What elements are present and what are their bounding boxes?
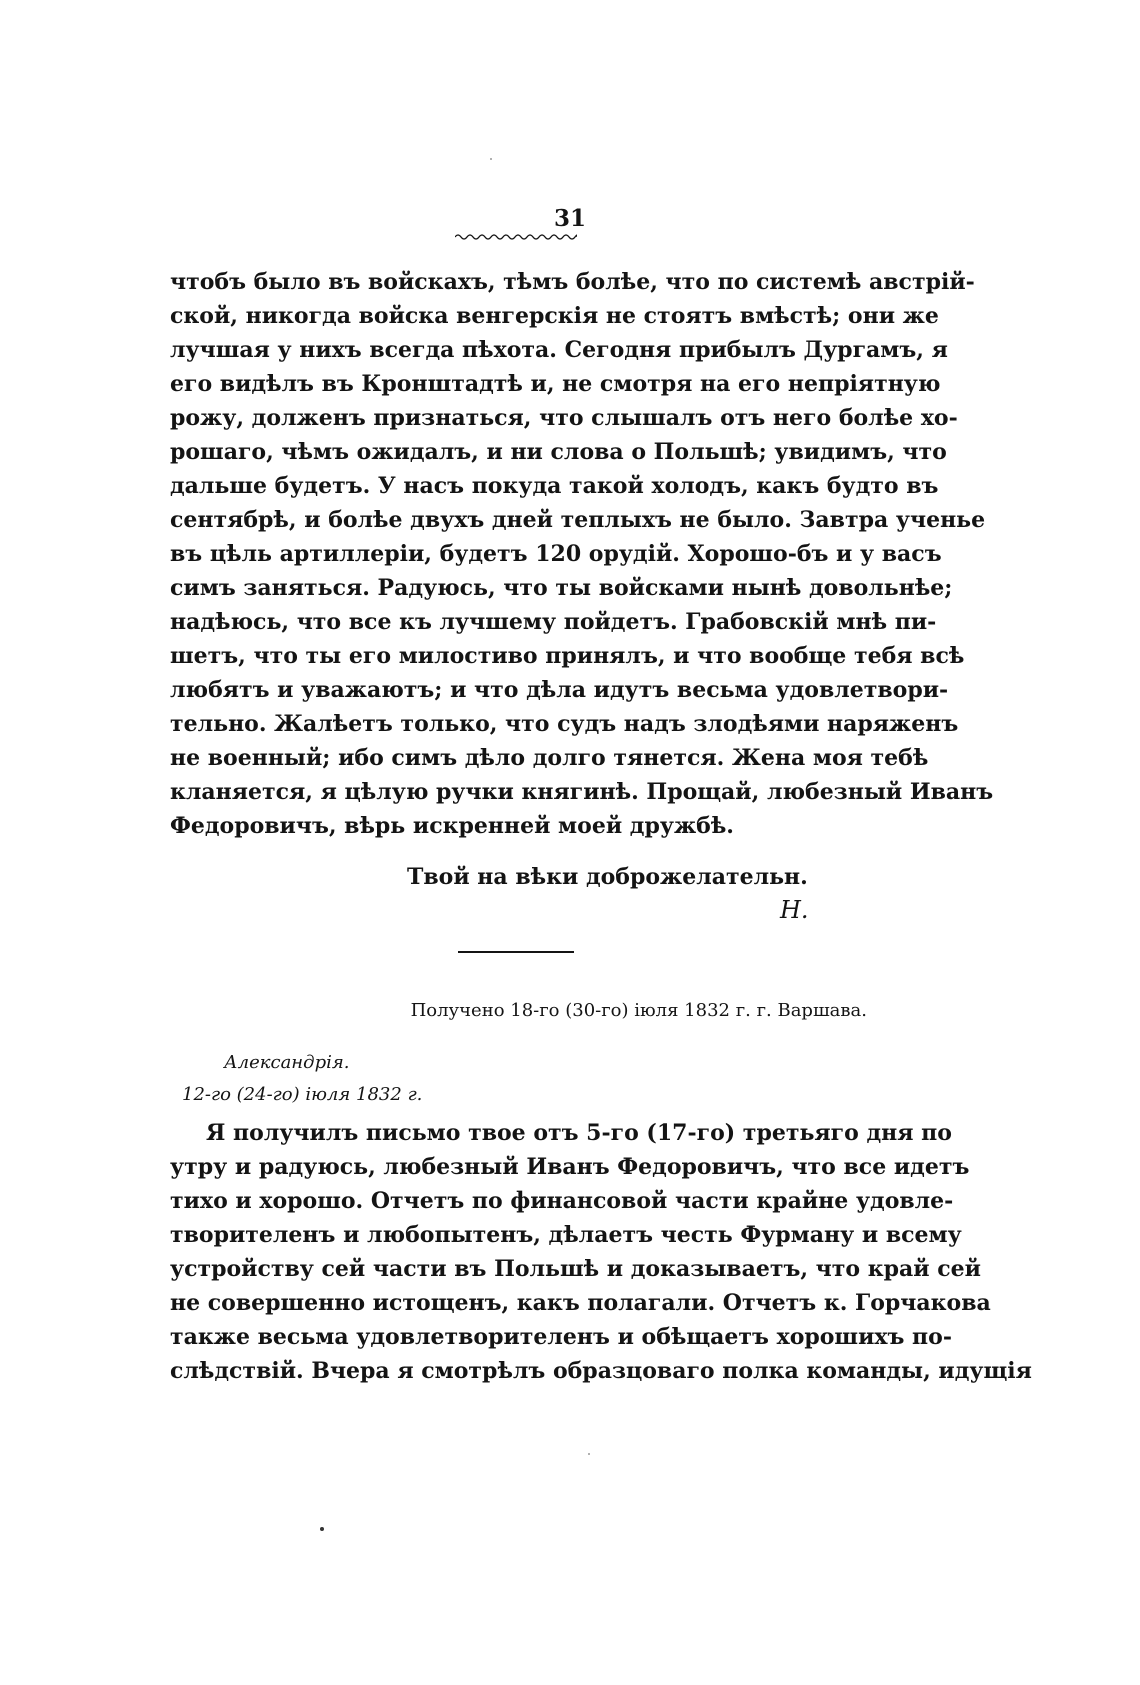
text-line: также весьма удовлетворителенъ и обѣщаетъ хорошихъ по- <box>170 1324 952 1350</box>
text-line: творителенъ и любопытенъ, дѣлаетъ честь Фурману и всему <box>170 1222 962 1248</box>
text-line: шетъ, что ты его милостиво принялъ, и что вообще тебя всѣ <box>170 643 965 669</box>
page-number-wavy-rule <box>455 232 577 242</box>
letter-signature: Н. <box>780 896 809 924</box>
text-line: чтобъ было въ войскахъ, тѣмъ болѣе, что по системѣ австрiй- <box>170 269 975 295</box>
letter-dateline <box>182 1047 422 1111</box>
paper-speck <box>320 1527 324 1531</box>
text-line: его видѣлъ въ Кронштадтѣ и, не смотря на его непрiятную <box>170 371 941 397</box>
text-line: тельно. Жалѣетъ только, что судъ надъ злодѣями наряженъ <box>170 711 959 737</box>
text-line: кланяется, я цѣлую ручки княгинѣ. Прощай, любезный Иванъ <box>170 779 994 805</box>
dateline-place: Александрiя. <box>224 1052 350 1073</box>
text-line: ской, никогда войска венгерскiя не стоятъ вмѣстѣ; они же <box>170 303 939 329</box>
text-line: симъ заняться. Радуюсь, что ты войсками нынѣ довольнѣе; <box>170 575 953 601</box>
text-line: надѣюсь, что все къ лучшему пойдетъ. Грабовскiй мнѣ пи- <box>170 609 937 635</box>
letter-1-body <box>170 265 994 843</box>
text-line: лучшая у нихъ всегда пѣхота. Сегодня прибылъ Дургамъ, я <box>170 337 948 363</box>
text-line: утру и радуюсь, любезный Иванъ Федоровичъ, что все идетъ <box>170 1154 970 1180</box>
paper-speck <box>490 158 492 160</box>
text-line: рожу, долженъ признаться, что слышалъ отъ него болѣе хо- <box>170 405 958 431</box>
letter-2-body <box>170 1116 1032 1388</box>
paper-speck <box>588 1453 590 1455</box>
text-line: любятъ и уважаютъ; и что дѣла идутъ весьма удовлетвори- <box>170 677 949 703</box>
text-line: устройству сей части въ Польшѣ и доказываетъ, что край сей <box>170 1256 981 1282</box>
page-number: 31 <box>553 205 586 232</box>
text-line: рошаго, чѣмъ ожидалъ, и ни слова о Польшѣ; увидимъ, что <box>170 439 947 465</box>
letter-closing: Твой на вѣки доброжелательн. <box>407 864 808 890</box>
text-line: не совершенно истощенъ, какъ полагали. Отчетъ к. Горчакова <box>170 1290 991 1316</box>
text-line: въ цѣль артиллерiи, будетъ 120 орудiй. Хорошо-бъ и у васъ <box>170 541 942 567</box>
text-line: слѣдствiй. Вчера я смотрѣлъ образцоваго полка команды, идущiя <box>170 1358 1032 1384</box>
dateline-date: 12-го (24-го) iюля 1832 г. <box>182 1084 423 1105</box>
section-divider <box>458 951 574 953</box>
text-line: тихо и хорошо. Отчетъ по финансовой части крайне удовле- <box>170 1188 954 1214</box>
text-line: дальше будетъ. У насъ покуда такой холодъ, какъ будто въ <box>170 473 939 499</box>
text-line: Федоровичъ, вѣрь искренней моей дружбѣ. <box>170 813 734 839</box>
received-note: Получено 18-го (30-го) iюля 1832 г. г. Варшава. <box>410 1000 867 1021</box>
text-line: не военный; ибо симъ дѣло долго тянется. Жена моя тебѣ <box>170 745 929 771</box>
text-line: сентябрѣ, и болѣе двухъ дней теплыхъ не было. Завтра ученье <box>170 507 986 533</box>
text-line: Я получилъ письмо твое отъ 5-го (17-го) третьяго дня по <box>206 1120 952 1146</box>
